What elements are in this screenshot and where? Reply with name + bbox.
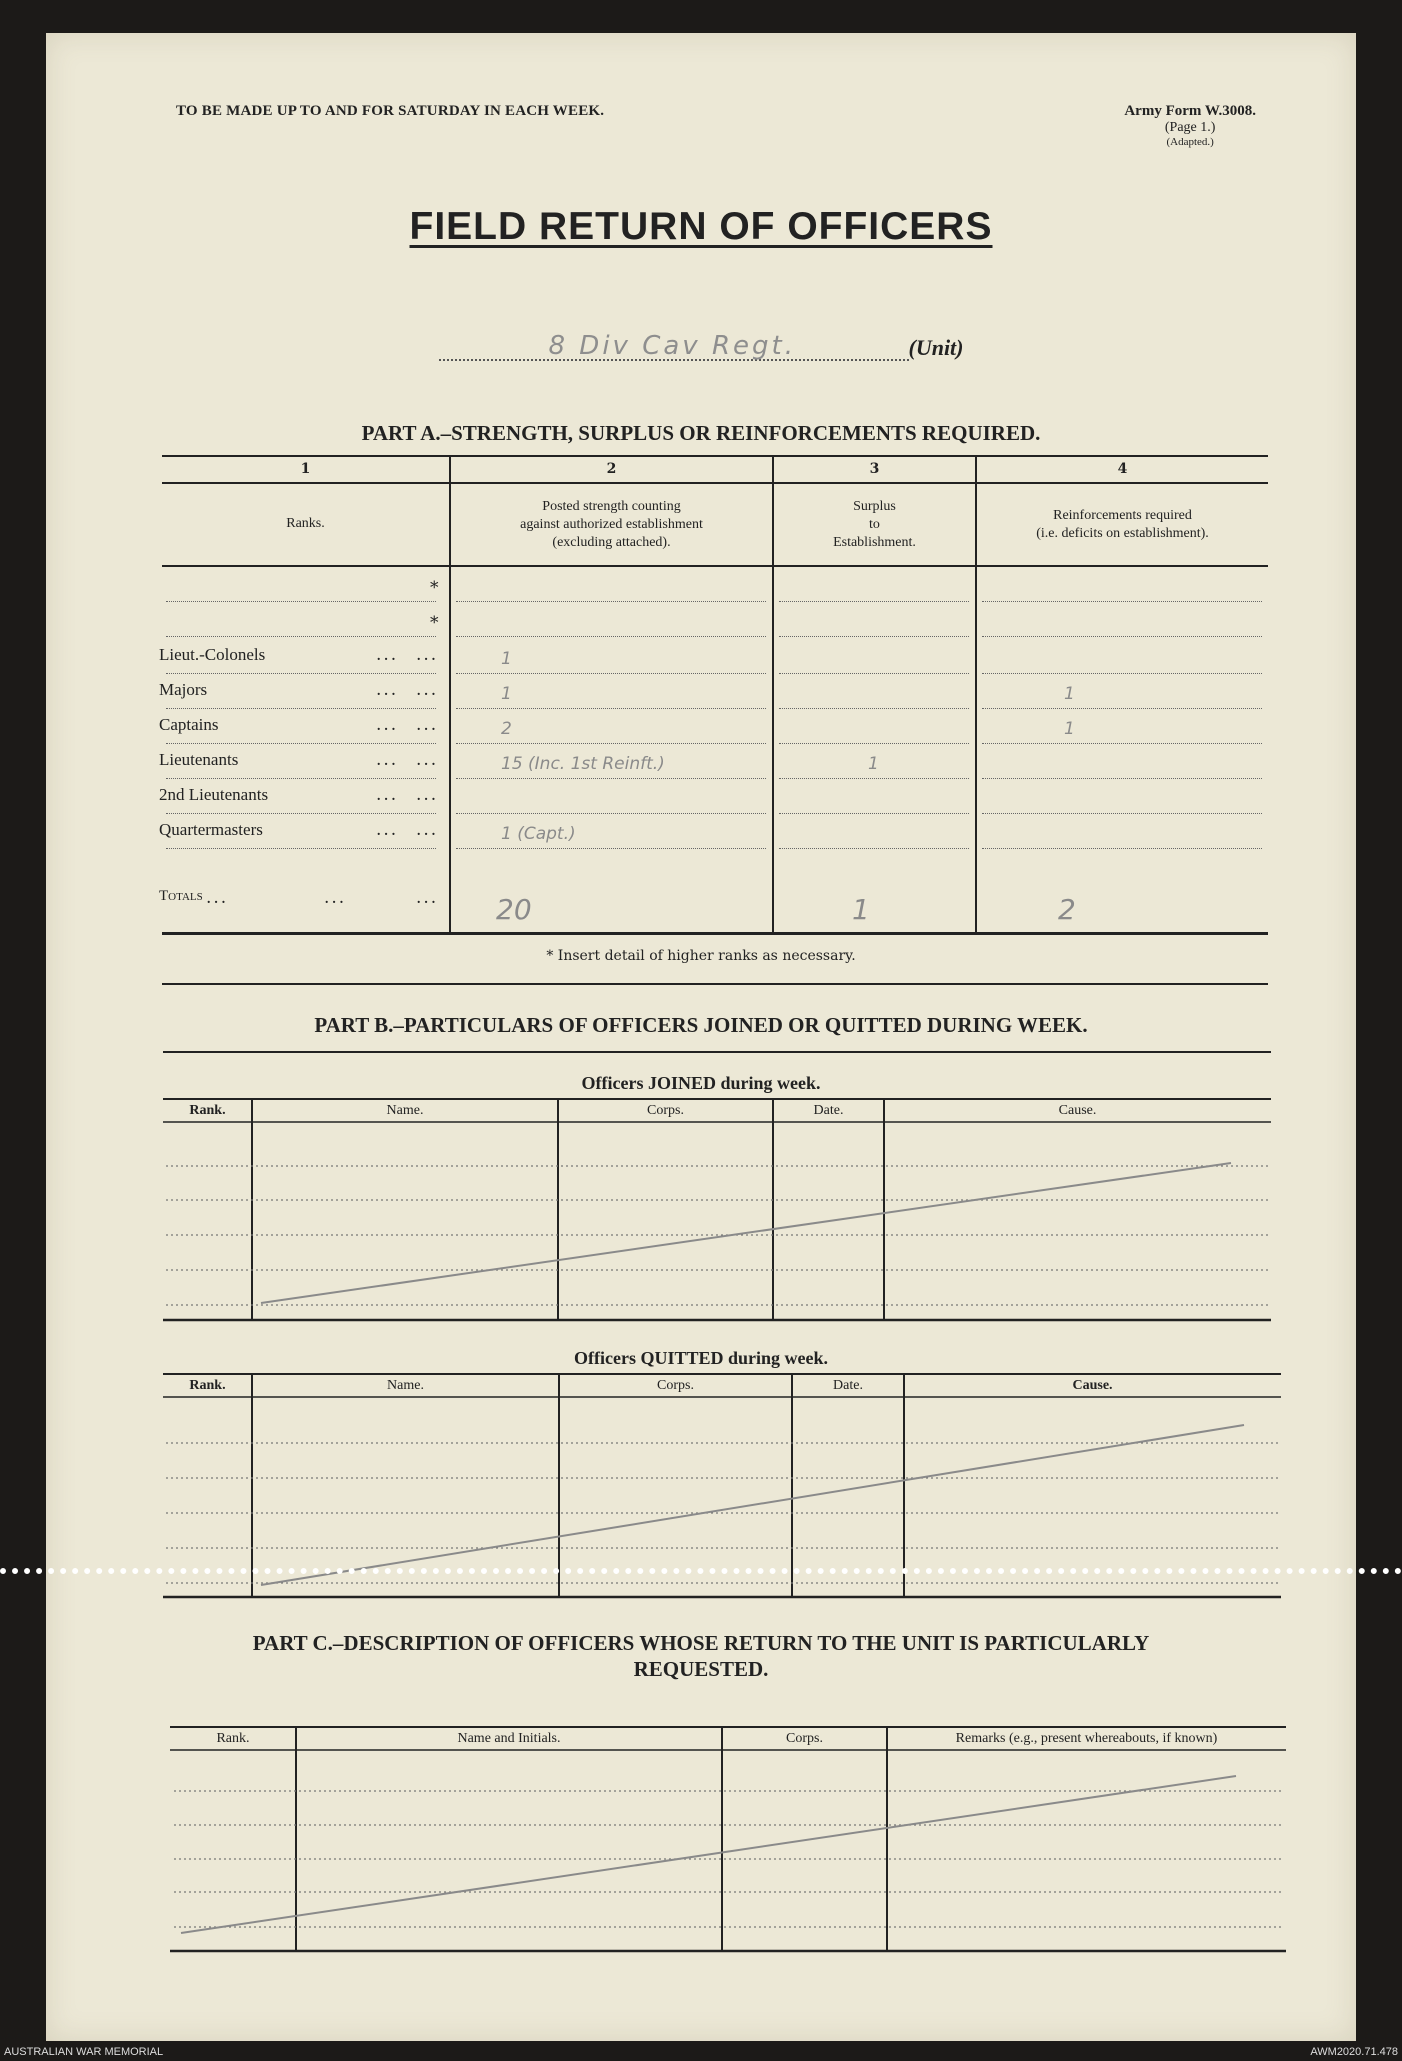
rank-label: Captains <box>159 715 219 734</box>
row-rule <box>982 673 1262 674</box>
quitted-title: Officers QUITTED during week. <box>574 1348 828 1368</box>
page-title: FIELD RETURN OF OFFICERS <box>409 205 993 248</box>
row-rule <box>456 708 766 709</box>
part-c-title <box>46 1630 1356 1682</box>
row-rule <box>779 673 969 674</box>
row-rule <box>166 848 436 849</box>
leader-dots: ... <box>416 715 439 735</box>
perforation-line <box>0 1568 1402 1574</box>
leader-dots: ... <box>416 680 439 700</box>
col-head-posted-line: (excluding attached). <box>552 535 671 550</box>
part-c-col-remarks: Remarks (e.g., present whereabouts, if known) <box>955 1731 1218 1746</box>
form-sheet <box>46 33 1356 2041</box>
col-head-posted-line: Posted strength counting <box>542 499 681 514</box>
row-rule <box>456 813 766 814</box>
quitted-col-rank: Rank. <box>189 1378 226 1393</box>
adapted-note: (Adapted.) <box>1166 136 1214 148</box>
unit-label: (Unit) <box>908 335 964 360</box>
leader-dots: ... <box>416 750 439 770</box>
leader-dots: ... <box>206 888 229 908</box>
rank-label: Quartermasters <box>159 820 263 839</box>
row-rule <box>456 848 766 849</box>
leader-dots: ... <box>416 888 439 908</box>
row-rule <box>456 778 766 779</box>
row-rule <box>779 848 969 849</box>
quitted-col-corps: Corps. <box>657 1378 694 1393</box>
posted-strength-value: 1 <box>501 684 512 704</box>
col-head-surplus-line: Surplus <box>853 499 896 514</box>
row-rule <box>982 848 1262 849</box>
reinforcement-value: 1 <box>1064 684 1075 704</box>
joined-table-lines <box>46 1098 1356 1323</box>
leader-dots: ... <box>376 715 399 735</box>
joined-table <box>46 1098 1356 1323</box>
posted-strength-value: 2 <box>501 719 512 739</box>
joined-col-corps: Corps. <box>647 1103 684 1118</box>
row-rule <box>166 708 436 709</box>
part-b-title: PART B.–PARTICULARS OF OFFICERS JOINED OR QUITTED DURING WEEK. <box>314 1013 1088 1037</box>
posted-strength-value: 1 <box>501 649 512 669</box>
leader-dots: ... <box>376 645 399 665</box>
col-head-surplus <box>774 498 975 552</box>
star-marker: * <box>430 613 441 633</box>
leader-dots: ... <box>416 645 439 665</box>
footer-left: AUSTRALIAN WAR MEMORIAL <box>4 2046 164 2058</box>
star-marker: * <box>430 578 441 598</box>
reinforcement-value: 1 <box>1064 719 1075 739</box>
row-rule <box>779 813 969 814</box>
quitted-col-cause: Cause. <box>1072 1378 1113 1393</box>
posted-strength-value: 1 (Capt.) <box>501 824 576 844</box>
row-rule <box>779 778 969 779</box>
col-head-posted <box>451 498 772 552</box>
row-rule <box>982 813 1262 814</box>
part-c-col-corps: Corps. <box>786 1731 823 1746</box>
leader-dots: ... <box>376 750 399 770</box>
leader-dots: ... <box>416 820 439 840</box>
posted-strength-value: 15 (Inc. 1st Reinft.) <box>501 754 665 774</box>
row-rule <box>166 743 436 744</box>
col-head-reinf-line: Reinforcements required <box>1053 508 1192 523</box>
col-number-1: 1 <box>300 461 311 477</box>
leader-dots: ... <box>324 888 347 908</box>
leader-dots: ... <box>376 680 399 700</box>
row-rule <box>779 708 969 709</box>
col-head-surplus-line: Establishment. <box>833 535 916 550</box>
row-rule <box>779 743 969 744</box>
leader-dots: ... <box>376 820 399 840</box>
row-rule <box>456 743 766 744</box>
row-rule <box>982 708 1262 709</box>
quitted-col-name: Name. <box>387 1378 424 1393</box>
rank-label: Lieut.-Colonels <box>159 645 266 664</box>
header-instruction: TO BE MADE UP TO AND FOR SATURDAY IN EACH WEEK. <box>176 103 605 119</box>
totals-posted: 20 <box>496 893 532 926</box>
page-number: (Page 1.) <box>1164 120 1216 135</box>
part-c-col-rank: Rank. <box>216 1731 250 1746</box>
part-a-table <box>46 33 1356 973</box>
footer-right: AWM2020.71.478 <box>1310 2046 1398 2058</box>
col-head-surplus-line: to <box>869 517 880 532</box>
col-number-4: 4 <box>1117 461 1128 477</box>
col-head-ranks: Ranks. <box>286 516 325 531</box>
col-head-reinf-line: (i.e. deficits on establishment). <box>1036 526 1209 541</box>
joined-col-cause: Cause. <box>1058 1103 1097 1118</box>
col-number-3: 3 <box>869 461 880 477</box>
joined-title: Officers JOINED during week. <box>581 1073 821 1093</box>
row-rule <box>166 778 436 779</box>
leader-dots: ... <box>376 785 399 805</box>
surplus-value: 1 <box>868 754 879 774</box>
totals-surplus: 1 <box>852 893 870 926</box>
part-a-footnote: * Insert detail of higher ranks as necessary. <box>546 948 856 964</box>
col-head-reinforcements <box>977 507 1268 543</box>
form-number: Army Form W.3008. <box>1124 103 1256 119</box>
part-c-col-name: Name and Initials. <box>457 1731 561 1746</box>
part-c-title-line: REQUESTED. <box>633 1657 769 1681</box>
totals-label: Totals <box>159 888 203 904</box>
row-rule <box>982 743 1262 744</box>
row-rule <box>456 673 766 674</box>
rank-label: 2nd Lieutenants <box>159 785 269 804</box>
rank-label: Majors <box>159 680 208 699</box>
col-number-2: 2 <box>606 461 617 477</box>
joined-col-name: Name. <box>386 1103 424 1118</box>
joined-col-date: Date. <box>813 1103 844 1118</box>
quitted-col-date: Date. <box>833 1378 863 1393</box>
leader-dots: ... <box>416 785 439 805</box>
row-rule <box>166 673 436 674</box>
row-rule <box>166 813 436 814</box>
totals-reinforcements: 2 <box>1058 893 1076 926</box>
rank-label: Lieutenants <box>159 750 239 769</box>
unit-handwritten: 8 Div Cav Regt. <box>548 331 796 361</box>
joined-col-rank: Rank. <box>189 1103 226 1118</box>
part-c-table <box>46 1693 1356 1958</box>
part-c-title-line: PART C.–DESCRIPTION OF OFFICERS WHOSE RETURN TO THE UNIT IS PARTICULARLY <box>252 1631 1150 1655</box>
part-a-title: PART A.–STRENGTH, SURPLUS OR REINFORCEMENTS REQUIRED. <box>361 421 1041 445</box>
row-rule <box>982 778 1262 779</box>
col-head-posted-line: against authorized establishment <box>520 517 703 532</box>
